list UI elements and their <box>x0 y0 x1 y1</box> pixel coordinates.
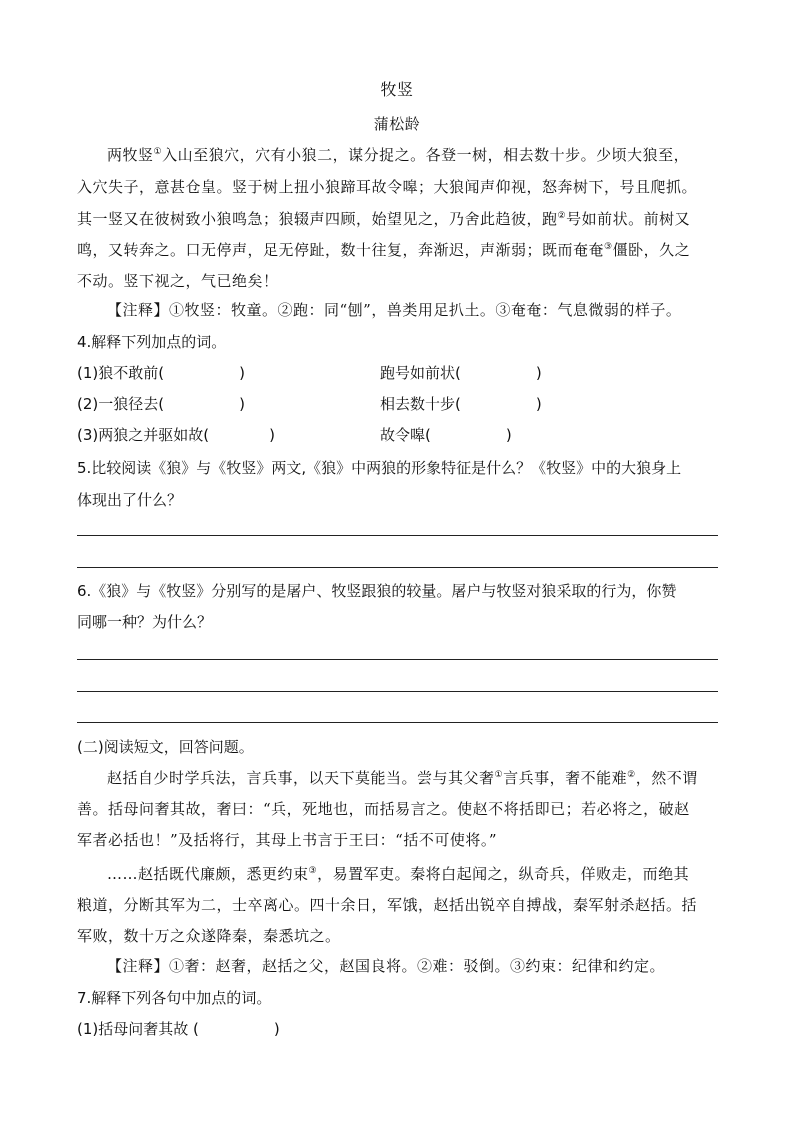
section2-line-3: 军者必括也！”及括将行，其母上书言于王曰：“括不可使将。” <box>77 831 498 849</box>
q4-stem: 4.解释下列加点的词。 <box>77 333 227 351</box>
passage-line-2: 入穴失子，意甚仓皇。竖于树上扭小狼蹄耳故令嗥；大狼闻声仰视，怒奔树下，号且爬抓。 <box>77 178 698 196</box>
passage-line-4: 鸣，又转奔之。口无停声，足无停趾，数十往复，奔渐迟，声渐弱；既而奄奄③僵卧，久之 <box>77 241 691 259</box>
section2-line-5: 粮道，分断其军为二，士卒离心。四十余日，军饿，赵括出锐卒自搏战，秦军射杀赵括。括 <box>77 896 698 914</box>
q4-item-6: 故令嗥( ) <box>380 426 512 444</box>
answer-line <box>77 659 718 660</box>
answer-line <box>77 567 718 568</box>
answer-line <box>77 691 718 692</box>
passage-line-5: 不动。竖下视之，气已绝矣！ <box>77 272 279 290</box>
q5-line-2: 体现出了什么？ <box>77 491 183 509</box>
q4-item-2: 跑号如前状( ) <box>380 364 542 382</box>
section2-line-1: 赵括自少时学兵法，言兵事，以天下莫能当。尝与其父奢①言兵事，奢不能难②，然不谓 <box>107 769 698 787</box>
section-heading: (二)阅读短文，回答问题。 <box>77 738 254 756</box>
q4-item-1: (1)狼不敢前( ) <box>77 364 245 382</box>
answer-line <box>77 535 718 536</box>
section2-line-4: ……赵括既代廉颇，悉更约束③，易置军吏。秦将白起闻之，纵奇兵，佯败走，而绝其 <box>107 865 690 883</box>
passage-line-3: 其一竖又在彼树致小狼鸣急；狼辍声四顾，始望见之，乃舍此趋彼，跑②号如前状。前树又 <box>77 210 691 228</box>
section2-line-6: 军败，数十万之众遂降秦，秦悉坑之。 <box>77 927 341 945</box>
passage-author: 蒲松龄 <box>373 115 421 133</box>
answer-line <box>77 722 718 723</box>
q5-line-1: 5.比较阅读《狼》与《牧竖》两文,《狼》中两狼的形象特征是什么？《牧竖》中的大狼身上 <box>77 459 682 477</box>
q7-item-1: (1)括母问奢其故 ( ) <box>77 1020 280 1038</box>
passage-title: 牧竖 <box>380 80 414 99</box>
section2-line-2: 善。括母问奢其故，奢曰：“兵，死地也，而括易言之。使赵不将括即已；若必将之，破赵 <box>77 800 690 818</box>
q4-item-5: (3)两狼之并驱如故( ) <box>77 426 275 444</box>
q4-item-3: (2)一狼径去( ) <box>77 395 245 413</box>
passage-line-1: 两牧竖①入山至狼穴，穴有小狼二，谋分捉之。各登一树，相去数十步。少顷大狼至， <box>107 146 690 164</box>
q7-stem: 7.解释下列各句中加点的词。 <box>77 989 272 1007</box>
q4-item-4: 相去数十步( ) <box>380 395 542 413</box>
q6-line-2: 同哪一种？为什么？ <box>77 613 213 631</box>
q6-line-1: 6.《狼》与《牧竖》分别写的是屠户、牧竖跟狼的较量。屠户与牧竖对狼采取的行为，你赞 <box>77 582 677 600</box>
passage-note: 【注释】①牧竖：牧童。②跑：同“刨”，兽类用足扒土。③奄奄：气息微弱的样子。 <box>107 301 682 319</box>
section2-note: 【注释】①奢：赵奢，赵括之父，赵国良将。②难：驳倒。③约束：纪律和约定。 <box>107 957 666 975</box>
